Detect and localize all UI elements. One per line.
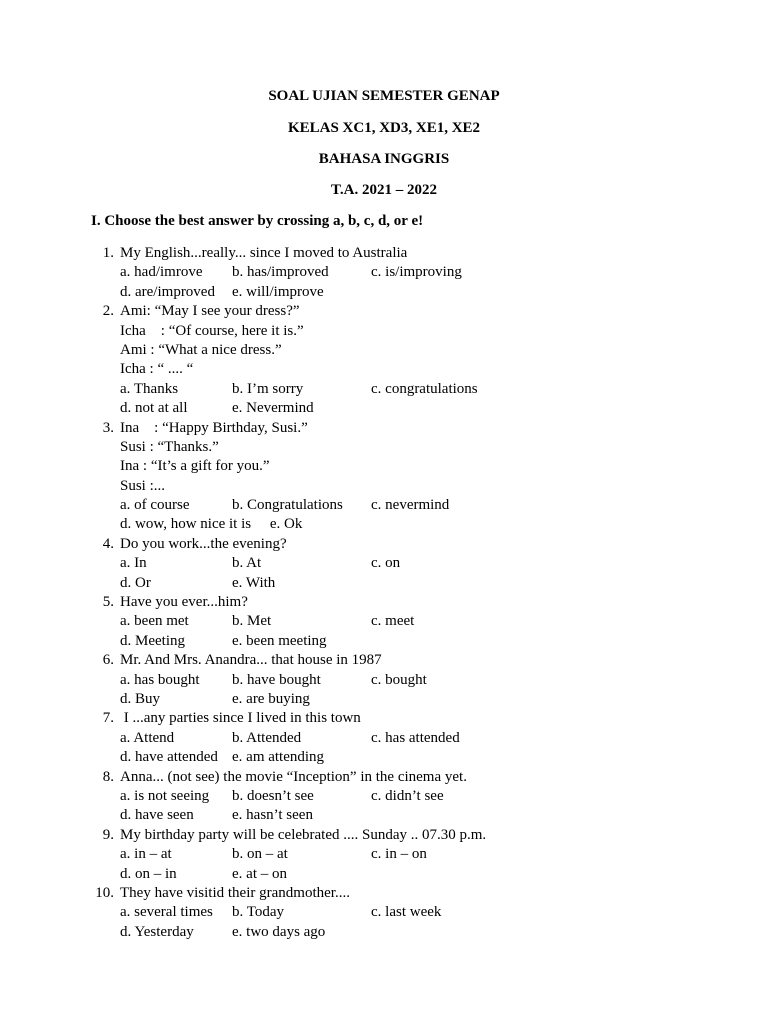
answer-option: d. not at all <box>120 400 188 417</box>
answer-options-row <box>0 554 768 573</box>
question-number: 2. <box>102 303 114 320</box>
question-number: 8. <box>102 768 114 785</box>
answer-option: d. Yesterday <box>120 923 194 940</box>
answer-option: a. of course <box>120 497 190 514</box>
answer-option: e. are buying <box>232 690 310 707</box>
answer-option: d. have attended <box>120 749 218 766</box>
question-number: 1. <box>102 245 114 261</box>
question-text: Ami : “What a nice dress.” <box>120 341 282 358</box>
question-stem-line <box>0 826 768 845</box>
question-text: My English...really... since I moved to Australia <box>120 245 408 261</box>
answer-option: e. at – on <box>232 865 287 882</box>
question-stem-line <box>0 419 768 438</box>
answer-options-row <box>0 923 768 942</box>
answer-option: b. Today <box>232 904 285 921</box>
answer-options-row <box>0 263 768 282</box>
question-item <box>0 419 768 535</box>
answer-option: c. meet <box>371 613 415 630</box>
answer-option: b. doesn’t see <box>232 787 314 804</box>
question-text: Icha : “Of course, here it is.” <box>120 322 304 339</box>
answer-option: b. on – at <box>232 846 288 863</box>
section-instruction: I. Choose the best answer by crossing a, b, c, d, or e! <box>91 213 424 229</box>
question-stem-line <box>0 593 768 612</box>
academic-year-line: T.A. 2021 – 2022 <box>331 182 437 198</box>
question-number: 5. <box>102 594 114 611</box>
answer-option: d. are/improved <box>120 283 215 300</box>
answer-option: a. in – at <box>120 846 172 863</box>
answer-option: b. I’m sorry <box>232 380 304 397</box>
answer-option: b. has/improved <box>232 264 329 281</box>
answer-option: e. With <box>232 574 276 591</box>
question-item <box>0 651 768 709</box>
answer-options-row <box>0 612 768 631</box>
question-dialogue-line <box>0 341 768 360</box>
question-dialogue-line <box>0 438 768 457</box>
answer-option: a. In <box>120 555 147 572</box>
question-text: Susi :... <box>120 477 166 494</box>
question-text: Ami: “May I see your dress?” <box>120 303 300 320</box>
answer-option: e. will/improve <box>232 283 324 300</box>
answer-option: e. two days ago <box>232 923 326 940</box>
answer-options-row <box>0 690 768 709</box>
answer-options-row <box>0 283 768 302</box>
answer-options-row <box>0 787 768 806</box>
answer-option: e. Nevermind <box>232 400 314 417</box>
answer-options-row <box>0 729 768 748</box>
question-text: I ...any parties since I lived in this town <box>120 710 361 727</box>
question-text: Icha : “ .... “ <box>120 361 194 378</box>
answer-options-row <box>0 496 768 515</box>
answer-option: a. is not seeing <box>120 787 210 804</box>
question-item <box>0 244 768 302</box>
answer-option: a. several times <box>120 904 213 921</box>
answer-options-row <box>0 399 768 418</box>
answer-options-row <box>0 380 768 399</box>
answer-option: a. had/imrove <box>120 264 203 281</box>
answer-option: c. congratulations <box>371 380 478 397</box>
answer-option: a. Thanks <box>120 380 179 397</box>
question-number: 6. <box>102 652 114 669</box>
subject-line: BAHASA INGGRIS <box>318 151 450 167</box>
answer-option: b. Met <box>232 613 272 630</box>
question-text: Susi : “Thanks.” <box>120 438 219 455</box>
question-stem-line <box>0 709 768 728</box>
question-text: Anna... (not see) the movie “Inception” in the cinema yet. <box>120 768 467 785</box>
answer-options-row <box>0 748 768 767</box>
answer-option: e. am attending <box>232 749 325 766</box>
answer-options-row <box>0 671 768 690</box>
question-item <box>0 884 768 942</box>
question-number: 10. <box>95 884 114 901</box>
question-stem-line <box>0 768 768 787</box>
question-number: 3. <box>102 419 114 436</box>
class-line: KELAS XC1, XD3, XE1, XE2 <box>287 120 481 136</box>
question-stem-line <box>0 244 768 263</box>
answer-option: c. in – on <box>371 846 427 863</box>
answer-option: b. have bought <box>232 671 321 688</box>
question-item <box>0 768 768 826</box>
answer-option: b. Attended <box>232 729 302 746</box>
answer-option: a. has bought <box>120 671 200 688</box>
answer-options-row <box>0 903 768 922</box>
answer-option: d. on – in <box>120 865 177 882</box>
question-item <box>0 709 768 767</box>
question-number: 4. <box>102 535 114 552</box>
question-stem-line <box>0 535 768 554</box>
answer-option: d. Meeting <box>120 632 185 649</box>
answer-options-row <box>0 845 768 864</box>
question-text: My birthday party will be celebrated .... Sunday .. 07.30 p.m. <box>120 826 487 843</box>
question-stem-line <box>0 884 768 903</box>
question-stem-line <box>0 302 768 321</box>
question-text: Do you work...the evening? <box>120 535 287 552</box>
question-item <box>0 302 768 418</box>
question-item <box>0 535 768 593</box>
answer-option: c. didn’t see <box>371 787 444 804</box>
answer-option: c. last week <box>371 904 442 921</box>
question-text: Mr. And Mrs. Anandra... that house in 1987 <box>120 652 382 669</box>
answer-option: b. Congratulations <box>232 497 343 514</box>
answer-options-row <box>0 806 768 825</box>
answer-option: c. has attended <box>371 729 460 746</box>
question-dialogue-line <box>0 457 768 476</box>
question-dialogue-line <box>0 360 768 379</box>
answer-option: c. is/improving <box>371 264 462 281</box>
answer-option: d. Buy <box>120 690 161 707</box>
answer-option: d. wow, how nice it is e. Ok <box>120 516 303 533</box>
answer-option: e. been meeting <box>232 632 327 649</box>
question-number: 9. <box>102 826 114 843</box>
answer-option: c. bought <box>371 671 427 688</box>
question-dialogue-line <box>0 477 768 496</box>
answer-option: b. At <box>232 555 262 572</box>
answer-options-row <box>0 515 768 534</box>
answer-options-row <box>0 632 768 651</box>
answer-options-row <box>0 865 768 884</box>
answer-option: e. hasn’t seen <box>232 807 313 824</box>
question-stem-line <box>0 651 768 670</box>
question-text: Ina : “It’s a gift for you.” <box>120 458 270 475</box>
answer-option: c. on <box>371 555 401 572</box>
question-item <box>0 593 768 651</box>
exam-title: SOAL UJIAN SEMESTER GENAP <box>268 88 500 104</box>
question-list <box>0 244 768 942</box>
answer-option: d. have seen <box>120 807 194 824</box>
answer-option: d. Or <box>120 574 151 591</box>
question-number: 7. <box>102 710 114 727</box>
question-dialogue-line <box>0 322 768 341</box>
question-item <box>0 826 768 884</box>
question-text: Have you ever...him? <box>120 594 248 611</box>
answer-options-row <box>0 574 768 593</box>
question-text: They have visitid their grandmother.... <box>120 884 350 901</box>
question-text: Ina : “Happy Birthday, Susi.” <box>120 419 308 436</box>
answer-option: c. nevermind <box>371 497 450 514</box>
answer-option: a. been met <box>120 613 189 630</box>
answer-option: a. Attend <box>120 729 175 746</box>
